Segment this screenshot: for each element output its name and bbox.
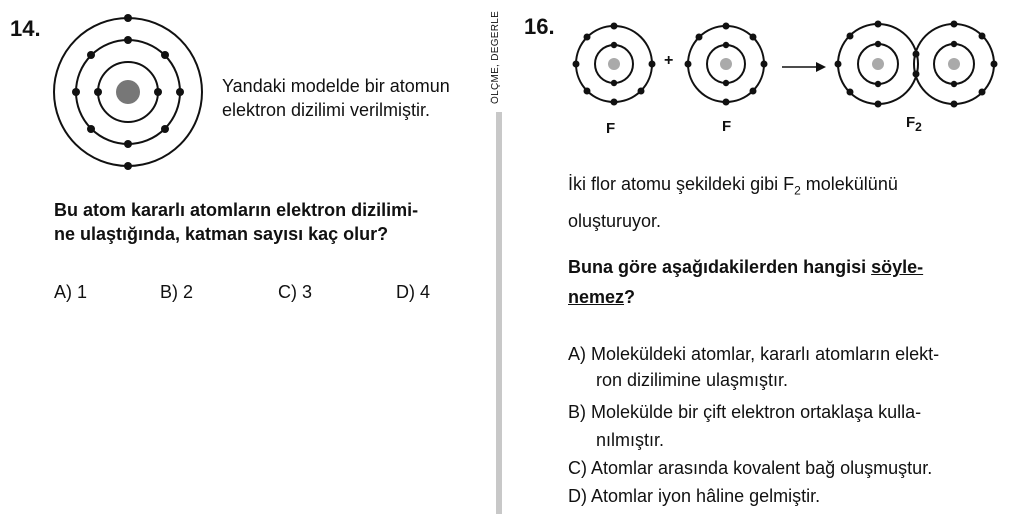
electron bbox=[94, 88, 102, 96]
electron bbox=[124, 140, 132, 148]
f2-molecule-diagram bbox=[832, 16, 1000, 112]
nucleus bbox=[116, 80, 140, 104]
prompt-line: Bu atom kararlı atomların elektron dizilimi- bbox=[54, 200, 419, 220]
fluorine-atom-2-diagram bbox=[682, 20, 770, 108]
prompt-line: ne ulaştığında, katman sayısı kaç olur? bbox=[54, 224, 389, 244]
side-label: ÖLÇME, DEĞERLE bbox=[490, 10, 501, 104]
electron bbox=[176, 88, 184, 96]
electron bbox=[154, 88, 162, 96]
reaction-arrow-icon bbox=[782, 60, 826, 74]
question-14-prompt bbox=[54, 198, 418, 246]
label-f2-molecule bbox=[906, 114, 922, 134]
electron bbox=[124, 14, 132, 22]
q14-option-c[interactable]: C) 3 bbox=[278, 282, 313, 302]
electron bbox=[87, 125, 95, 133]
label-f2-subscript: 2 bbox=[915, 120, 922, 134]
question-16-prompt bbox=[568, 252, 923, 312]
q14-option-a[interactable]: A) 1 bbox=[54, 282, 88, 302]
description-line: Yandaki modelde bir atomun bbox=[222, 76, 450, 96]
nucleus bbox=[948, 58, 960, 70]
prompt-line: nemez? bbox=[568, 287, 636, 307]
q14-option-d[interactable]: D) 4 bbox=[396, 282, 431, 302]
description-line: İki flor atomu şekildeki gibi $F_2$ molekülünü bbox=[568, 174, 898, 198]
label-f-2: F bbox=[722, 118, 732, 135]
q14-option-b[interactable]: B) 2 bbox=[160, 282, 194, 302]
nucleus bbox=[608, 58, 620, 70]
q16-option-b[interactable]: B) Molekülde bir çift elektron ortaklaşa kulla- nılmıştır. bbox=[568, 402, 922, 450]
electron bbox=[161, 125, 169, 133]
q16-option-c[interactable]: C) Atomlar arasında kovalent bağ oluşmuştur. bbox=[568, 458, 933, 478]
description-line: elektron dizilimi verilmiştir. bbox=[222, 100, 431, 120]
electron bbox=[124, 36, 132, 44]
prompt-line: Buna göre aşağıdakilerden hangisi söyle- bbox=[568, 257, 924, 277]
fluorine-atom-1-diagram bbox=[570, 20, 658, 108]
electron bbox=[87, 51, 95, 59]
column-divider bbox=[496, 112, 502, 514]
plus-sign: + bbox=[664, 52, 674, 69]
nucleus bbox=[720, 58, 732, 70]
electron bbox=[72, 88, 80, 96]
question-16-description bbox=[568, 172, 898, 233]
question-16-number: 16. bbox=[524, 14, 555, 39]
nucleus bbox=[872, 58, 884, 70]
question-14-description bbox=[222, 74, 450, 122]
question-14-number: 14. bbox=[10, 16, 41, 41]
q16-option-d[interactable]: D) Atomlar iyon hâline gelmiştir. bbox=[568, 486, 821, 506]
label-f2-letter: F bbox=[906, 114, 916, 131]
electron bbox=[161, 51, 169, 59]
electron bbox=[124, 162, 132, 170]
description-line: oluşturuyor. bbox=[568, 210, 662, 231]
atom-model-diagram bbox=[50, 14, 206, 170]
q16-option-a[interactable]: A) Moleküldeki atomlar, kararlı atomların elekt- ron dizilimine ulaşmıştır. bbox=[568, 344, 940, 390]
label-f-1: F bbox=[606, 120, 616, 137]
